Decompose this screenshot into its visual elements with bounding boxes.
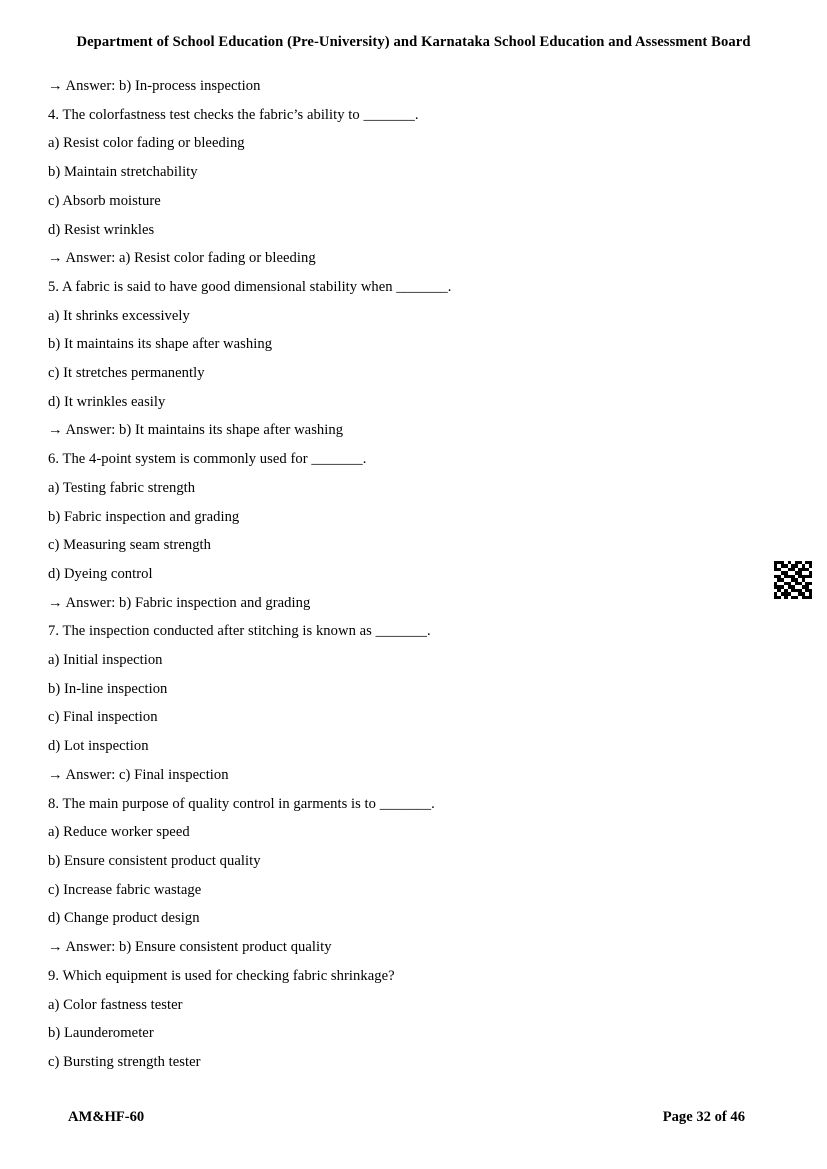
text-line: c) Absorb moisture [48,192,161,209]
text-line: a) Testing fabric strength [48,479,196,496]
text-line: c) It stretches permanently [48,365,205,382]
text-line: a) Reduce worker speed [48,824,190,841]
text-line: → Answer: b) In-process inspection [48,78,261,94]
text-line: b) Launderometer [48,1025,154,1042]
text-line: → Answer: c) Final inspection [48,766,229,783]
text-line: b) Ensure consistent product quality [48,852,261,869]
text-line: a) Initial inspection [48,652,163,669]
text-line: c) Increase fabric wastage [48,881,202,898]
text-line: b) Maintain stretchability [48,164,198,181]
qr-code-icon [774,561,812,599]
footer-page-number: Page 32 of 46 [662,1109,745,1125]
text-line: 9. Which equipment is used for checking fabric shrinkage? [48,967,395,984]
text-line: → Answer: b) It maintains its shape after washing [48,422,344,439]
text-line: d) Change product design [48,910,200,927]
page-header: Department of School Education (Pre-University) and Karnataka School Education and Assessment Board [76,34,751,50]
text-line: c) Bursting strength tester [48,1053,201,1070]
text-line: b) In-line inspection [48,680,168,697]
text-line: d) Dyeing control [48,565,153,582]
text-line: 4. The colorfastness test checks the fabric’s ability to _______. [48,106,419,123]
text-line: a) Resist color fading or bleeding [48,135,245,152]
text-line: d) Resist wrinkles [48,221,155,238]
footer-left-text: AM&HF-60 [68,1109,145,1125]
text-line: b) It maintains its shape after washing [48,336,273,353]
document-body [48,72,738,1077]
text-line: c) Measuring seam strength [48,537,211,554]
text-line: d) Lot inspection [48,738,149,755]
text-line: 6. The 4-point system is commonly used for _______. [48,451,367,468]
text-line: → Answer: b) Fabric inspection and grading [48,594,311,611]
text-line: 7. The inspection conducted after stitching is known as _______. [48,623,431,640]
text-line: a) Color fastness tester [48,996,183,1013]
text-line: 8. The main purpose of quality control in garments is to _______. [48,795,435,812]
text-line: b) Fabric inspection and grading [48,508,240,525]
text-line: d) It wrinkles easily [48,393,166,410]
text-line: c) Final inspection [48,709,158,726]
text-line: → Answer: b) Ensure consistent product quality [48,939,332,956]
text-line: → Answer: a) Resist color fading or bleeding [48,250,316,267]
text-line: 5. A fabric is said to have good dimensional stability when _______. [48,278,452,295]
text-line: a) It shrinks excessively [48,307,190,324]
